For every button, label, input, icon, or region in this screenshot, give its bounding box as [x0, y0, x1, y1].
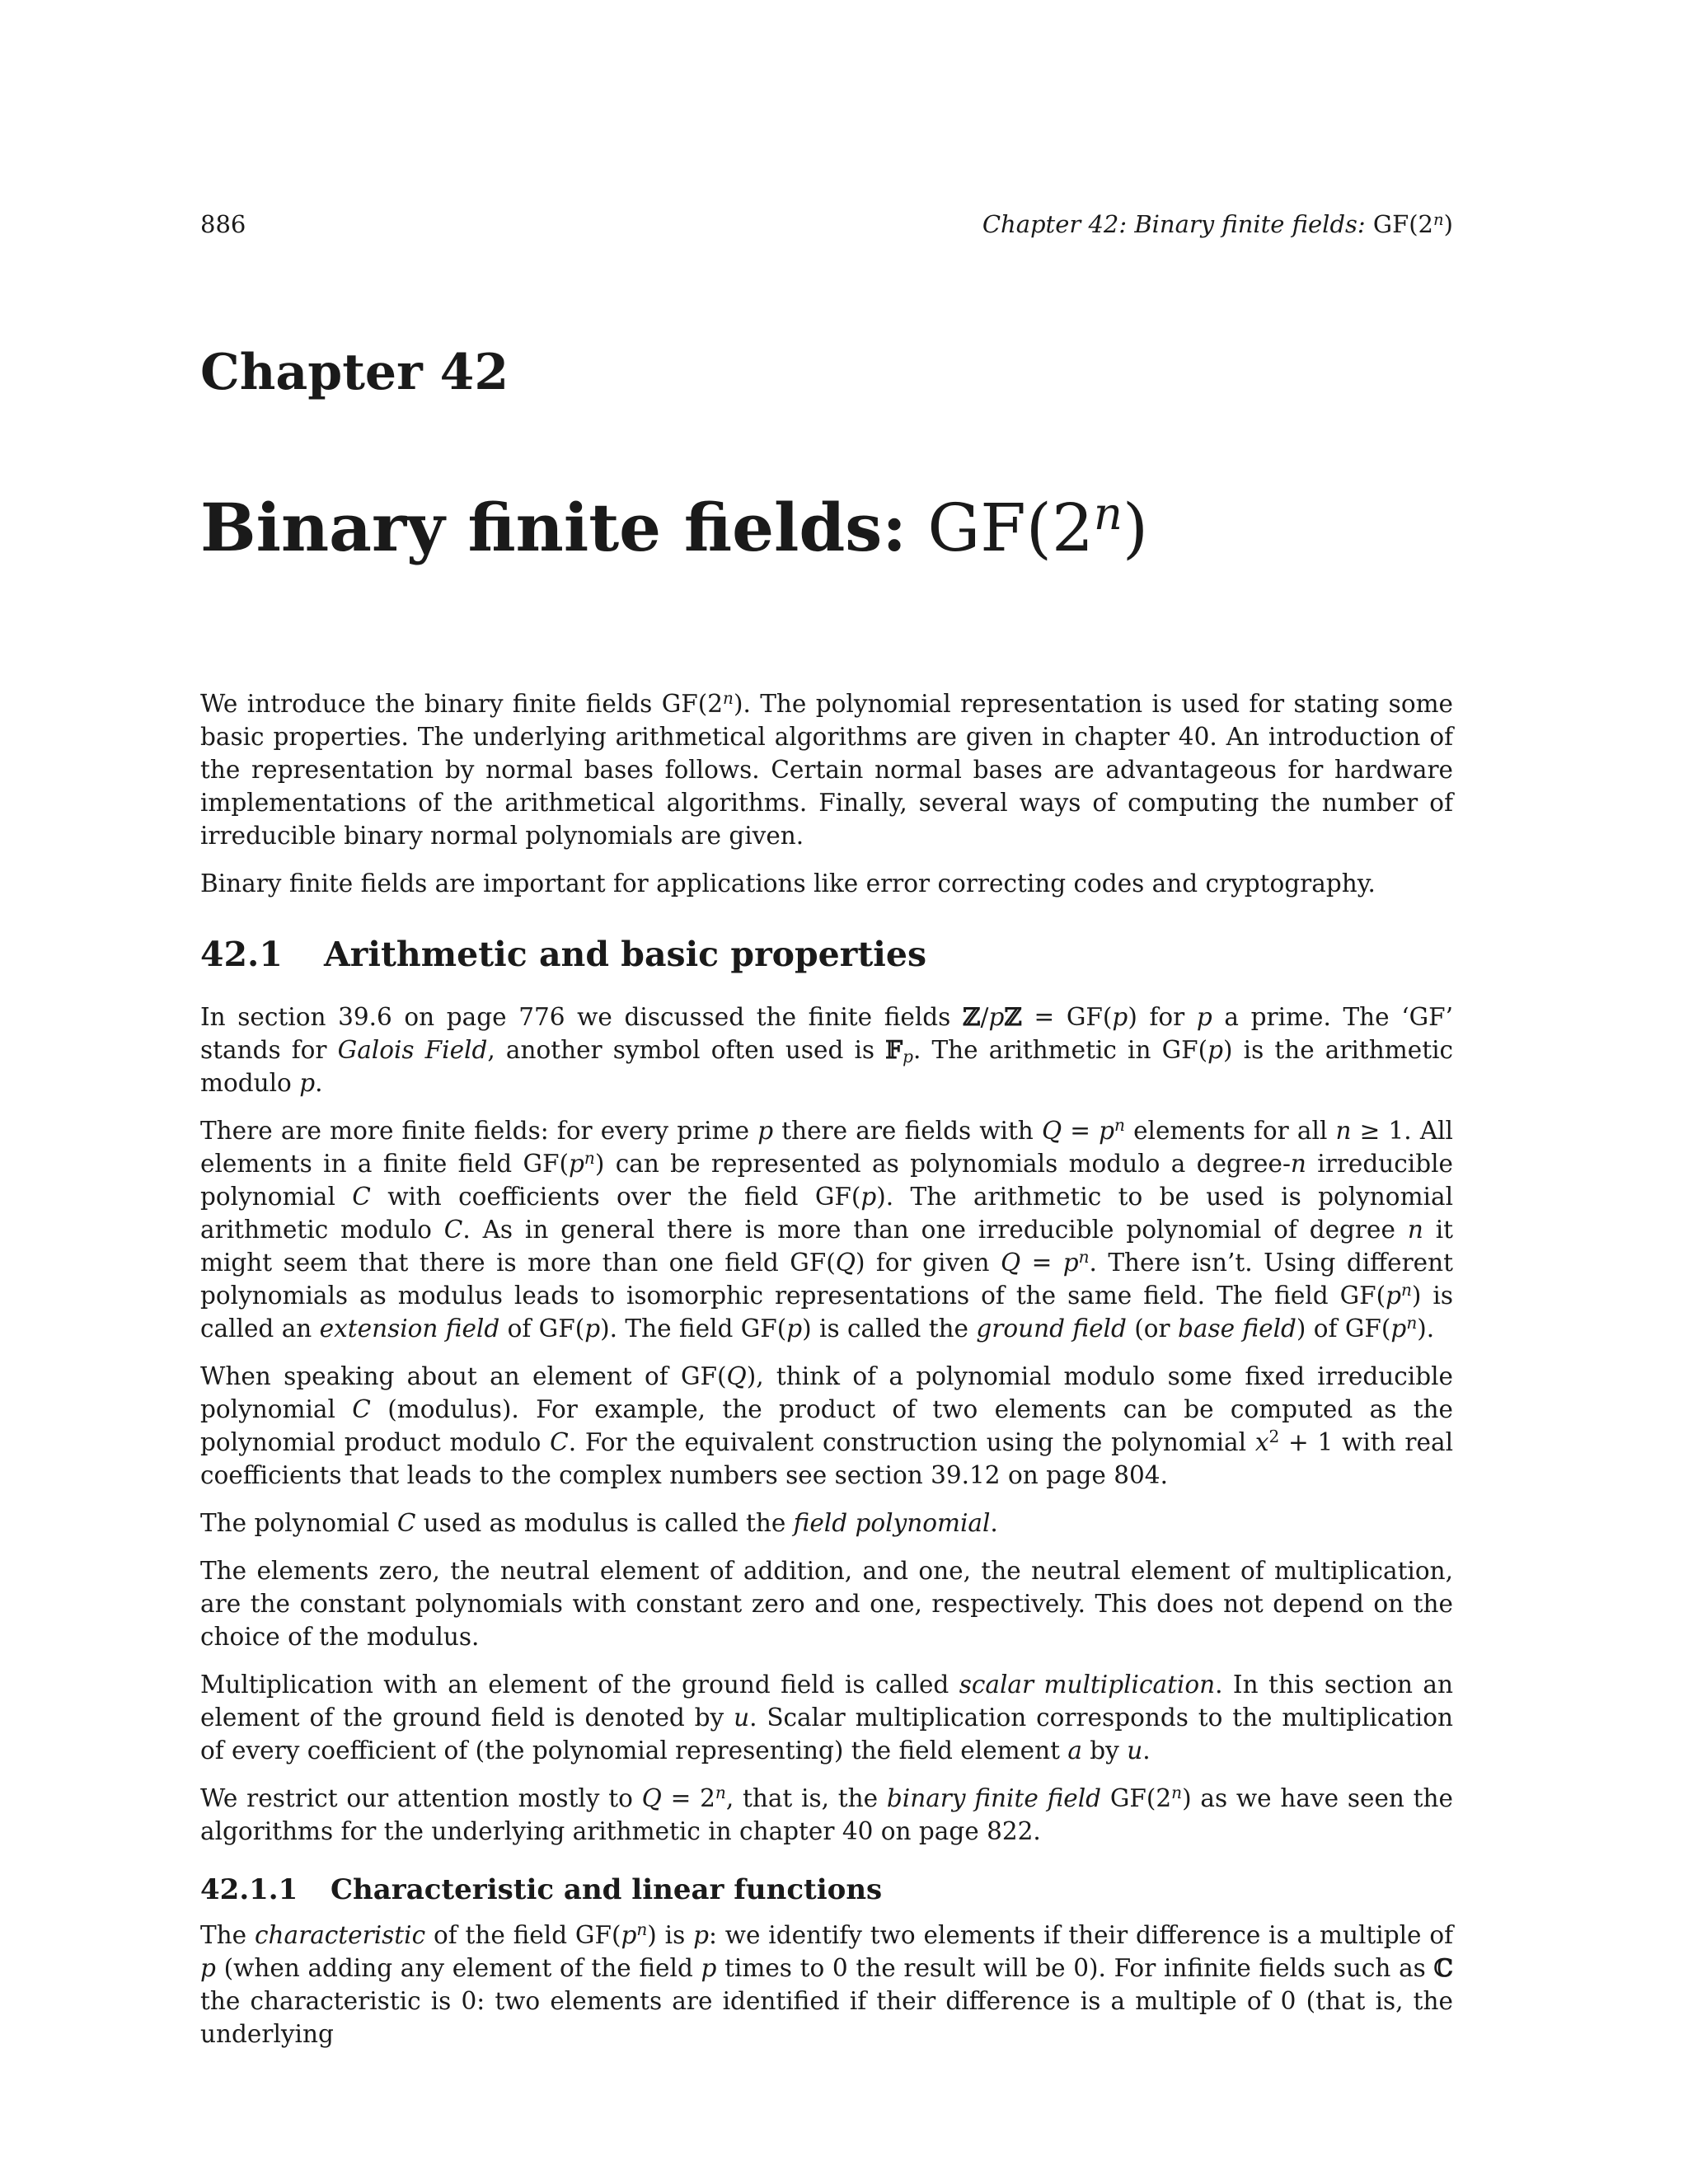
section-paragraph-2: There are more finite fields: for every prime p there are fields with $Q = p^n$ elements for all n ≥ 1. All elements in a finite field $GF(p^n)$ can be represented as polynomials modulo a degree-n irreducible polynomial C with coefficients over the field GF(p). The arithmetic to be used is polynomial arithmetic modulo C. As in general there is more than one irreducible polynomial of degree n it might seem that there is more than one field GF(Q) for given $Q = p^n$. There isn’t. Using different polynomials as modulus leads to isomorphic representations of the same field. The field $GF(p^n)$ is called an extension field of GF(p). The field GF(p) is called the ground field (or base field) of $GF(p^n)$. [200, 1115, 1453, 1343]
intro-paragraph-2: Binary finite fields are important for applications like error correcting codes and cryptography. [200, 869, 1376, 898]
section-number: 42.1 [200, 935, 283, 974]
section-paragraph-5: The elements zero, the neutral element of addition, and one, the neutral element of multiplication, are the constant polynomials with constant zero and one, respectively. This does not depend on the choice of the modulus. [200, 1557, 1453, 1651]
intro-paragraph-1: We introduce the binary finite fields GF(2$^n$). The polynomial representation is used for stating some basic properties. The underlying arithmetical algorithms are given in chapter 40. An introduction of the representation by normal bases follows. Certain normal bases are advantageous for hardware implementations of the arithmetical algorithms. Finally, several ways of computing the number of irreducible binary normal polynomials are given. [200, 688, 1454, 850]
section-paragraph-3: When speaking about an element of GF(Q), think of a polynomial modulo some fixed irreducible polynomial C (modulus). For example, the product of two elements can be computed as the polynomial product modulo C. For the equivalent construction using the polynomial $x^2 + 1$ with real coefficients that leads to the complex numbers see section 39.12 on page 804. [200, 1362, 1454, 1489]
subsection-paragraph-1: The characteristic of the field $GF(p^n)$ is p: we identify two elements if their difference is a multiple of p (when adding any element of the field p times to 0 the result will be 0). For infinite fields such as ℂ the characteristic is 0: two elements are identified if their difference is a multiple of 0 (that is, the underlying [200, 1919, 1453, 2048]
chapter-label: Chapter 42 [200, 344, 509, 401]
section-heading [200, 931, 1453, 977]
chapter-title: Binary finite fields: GF(2$^n$) [200, 487, 1149, 566]
subsection-title: Characteristic and linear functions [331, 1873, 883, 1906]
page-number: 886 [200, 210, 246, 238]
section-paragraph-7: We restrict our attention mostly to $Q = 2^n$, that is, the binary finite field GF(2$^n$) as we have seen the algorithms for the underlying arithmetic in chapter 40 on page 822. [200, 1783, 1453, 1845]
section-paragraph-6: Multiplication with an element of the ground field is called scalar multiplication. In this section an element of the ground field is denoted by u. Scalar multiplication corresponds to the multiplication of every coefficient of (the polynomial representing) the field element a by u. [200, 1671, 1453, 1765]
subsection-heading [200, 1871, 1453, 1909]
section-title: Arithmetic and basic properties [324, 935, 927, 974]
running-title: Chapter 42: Binary finite fields: GF(2$^n$) [982, 209, 1453, 238]
subsection-number: 42.1.1 [200, 1873, 298, 1906]
body-text [200, 687, 1453, 2065]
section-paragraph-4: The polynomial C used as modulus is called the field polynomial. [200, 1509, 998, 1537]
section-paragraph-1: In section 39.6 on page 776 we discussed the finite fields ℤ/pℤ = GF(p) for p a prime. The ‘GF’ stands for Galois Field, another symbol often used is 𝔽$_p$. The arithmetic in GF(p) is the arithmetic modulo p. [200, 1002, 1454, 1097]
running-header [200, 206, 1453, 242]
